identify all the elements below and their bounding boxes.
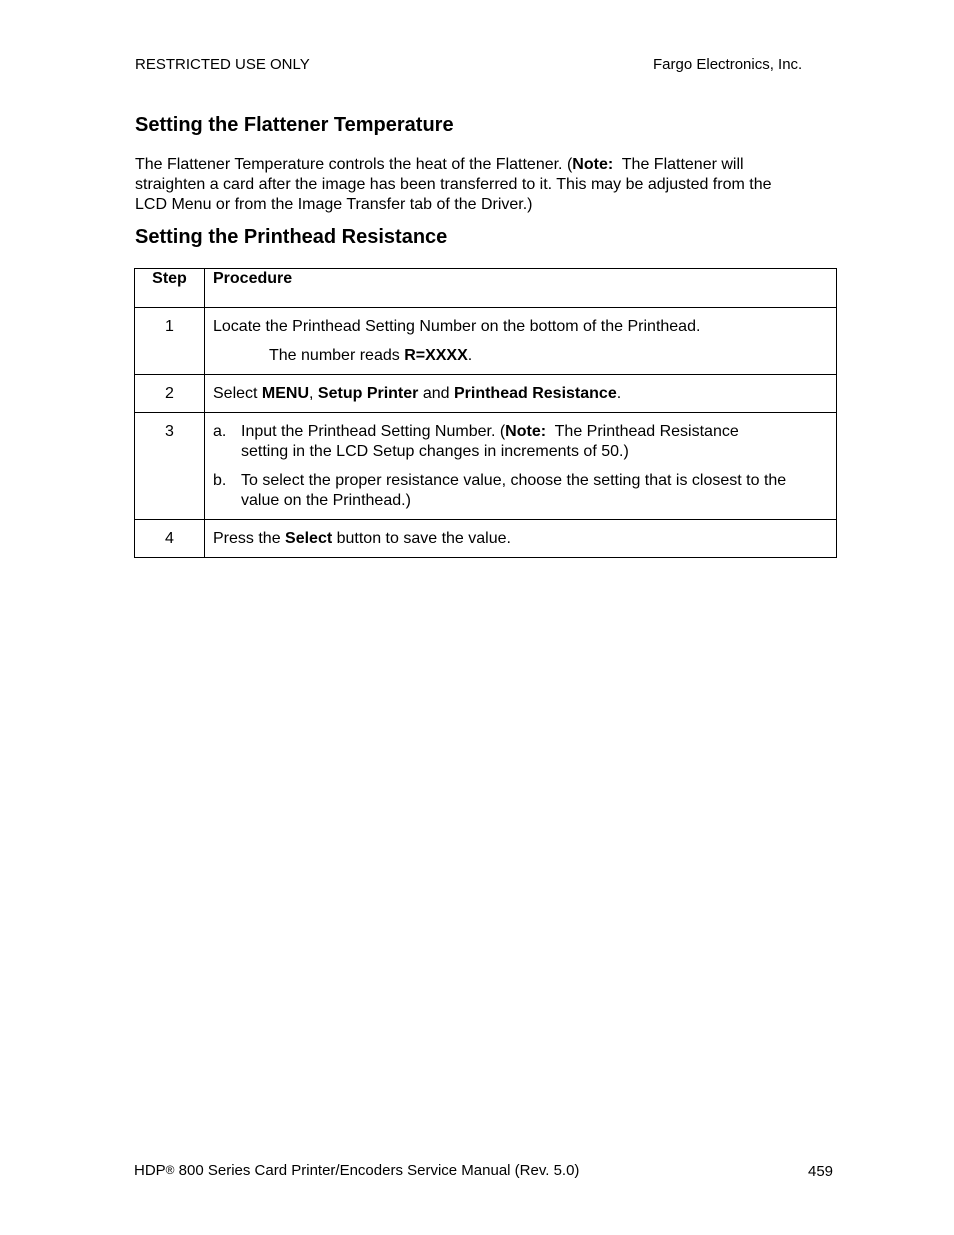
step-number xyxy=(135,520,205,558)
step-2-number: 2 xyxy=(165,385,174,402)
footer-brand: HDP xyxy=(134,1162,166,1179)
table-header-row xyxy=(135,269,837,308)
section-title-flattener-temperature: Setting the Flattener Temperature xyxy=(135,114,454,136)
table-row xyxy=(135,308,837,375)
section-title-printhead-resistance: Setting the Printhead Resistance xyxy=(135,226,448,248)
footer-title-rest: 800 Series Card Printer/Encoders Service Manual (Rev. 5.0) xyxy=(174,1162,580,1179)
step-1-sub-code: R=XXXX xyxy=(404,347,468,364)
step-2-t2: , xyxy=(309,385,318,402)
step-3a-note-label: Note: xyxy=(505,423,547,440)
step-1-subline xyxy=(213,346,836,366)
procedure-cell xyxy=(205,308,837,375)
flattener-note-label: Note: xyxy=(572,156,614,173)
list-item xyxy=(213,471,836,511)
header-company-name: Fargo Electronics, Inc. xyxy=(653,56,803,73)
step-4-number: 4 xyxy=(165,530,174,547)
procedure-table xyxy=(134,268,837,558)
flattener-text-post: The Flattener will xyxy=(613,156,744,173)
list-item xyxy=(213,422,836,462)
step-3b-line-2: value on the Printhead.) xyxy=(241,492,411,509)
flattener-description xyxy=(135,155,835,215)
flattener-description-line-2: straighten a card after the image has been transferred to it. This may be adjusted from the xyxy=(135,176,772,193)
footer-manual-title xyxy=(134,1161,579,1180)
step-4-pre: Press the xyxy=(213,530,286,547)
step-2-printhead-resistance: Printhead Resistance xyxy=(453,385,617,402)
step-3a-post: The Printhead Resistance xyxy=(546,423,739,440)
procedure-cell xyxy=(205,520,837,558)
step-2-t4: . xyxy=(616,385,622,402)
list-marker-b: b. xyxy=(213,472,227,489)
step-1-text: Locate the Printhead Setting Number on the bottom of the Printhead. xyxy=(213,318,701,335)
step-3a-pre: Input the Printhead Setting Number. ( xyxy=(241,423,506,440)
column-header-step: Step xyxy=(135,269,205,308)
step-3a-line-2: setting in the LCD Setup changes in increments of 50.) xyxy=(241,443,629,460)
step-3b-line-1: To select the proper resistance value, choose the setting that is closest to the xyxy=(241,472,787,489)
table-row xyxy=(135,520,837,558)
step-1-number: 1 xyxy=(165,318,174,335)
step-2-t3: and xyxy=(418,385,454,402)
step-2-text xyxy=(213,375,836,404)
step-number xyxy=(135,413,205,520)
header-restricted-notice: RESTRICTED USE ONLY xyxy=(135,56,310,73)
flattener-description-line-1 xyxy=(135,155,835,175)
step-4-post: button to save the value. xyxy=(332,530,511,547)
step-2-menu: MENU xyxy=(261,385,310,402)
column-header-procedure: Procedure xyxy=(205,269,837,308)
step-2-t1: Select xyxy=(213,385,262,402)
step-4-select: Select xyxy=(285,530,333,547)
list-marker-a: a. xyxy=(213,423,227,440)
step-1-sub-pre: The number reads xyxy=(269,347,405,364)
step-2-setup-printer: Setup Printer xyxy=(317,385,419,402)
step-number xyxy=(135,308,205,375)
table-row xyxy=(135,375,837,413)
step-3a-line-1 xyxy=(241,422,836,442)
step-4-text xyxy=(213,520,836,549)
footer-page-number: 459 xyxy=(808,1163,834,1180)
step-3-number: 3 xyxy=(165,423,174,440)
table-row xyxy=(135,413,837,520)
step-number xyxy=(135,375,205,413)
flattener-text-pre: The Flattener Temperature controls the heat of the Flattener. ( xyxy=(135,156,573,173)
procedure-cell xyxy=(205,375,837,413)
flattener-description-line-3: LCD Menu or from the Image Transfer tab of the Driver.) xyxy=(135,196,533,213)
registered-trademark-symbol: ® xyxy=(165,1163,175,1177)
procedure-cell xyxy=(205,413,837,520)
step-1-sub-post: . xyxy=(467,347,473,364)
